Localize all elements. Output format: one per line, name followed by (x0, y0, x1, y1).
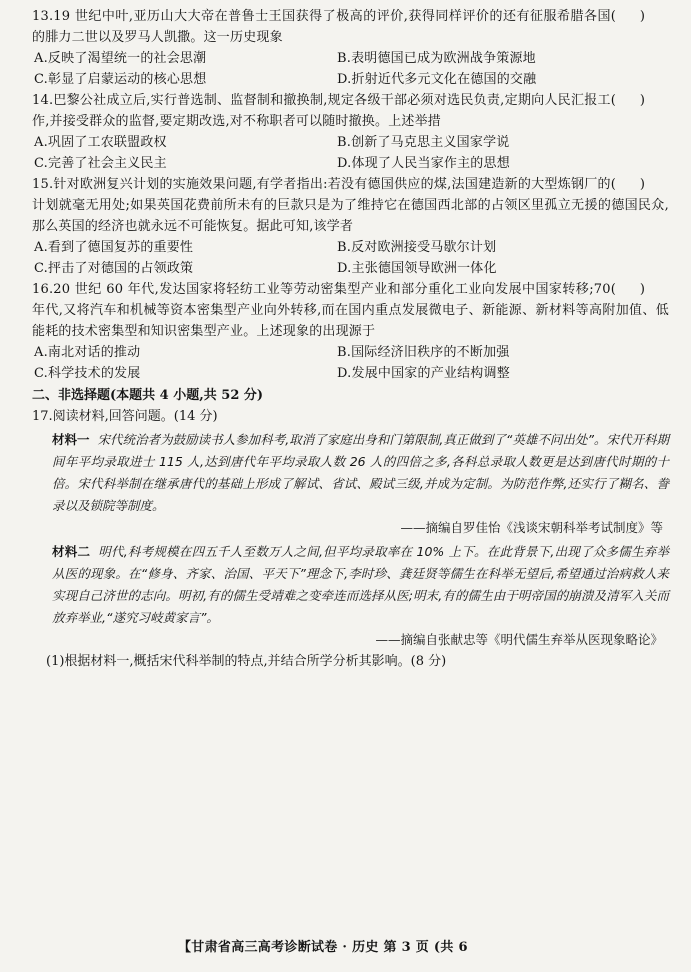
option-b: B.反对欧洲接受马歇尔计划 (337, 240, 497, 255)
material-text: 宋代统治者为鼓励读书人参加科考,取消了家庭出身和门第限制,真正做到了“英雄不问出处”。宋代开科期间年平均录取进士 115 人,达到唐代年平均录取人数 26 人的四倍之多,各科总录取人数更是达到唐代时期的十倍。宋代科举制在继承唐代的基础上形成了解试、省试、殿试三级,并成为定制。为防范作弊,还实行了糊名、誊录以及锁院等制度。 (52, 432, 669, 513)
option-a: A.看到了德国复苏的重要性 (34, 240, 194, 255)
answer-blank: ( ) (610, 177, 655, 192)
answer-blank: ( ) (610, 282, 655, 297)
option-a: A.反映了渴望统一的社会思潮 (34, 51, 207, 66)
option-c: C.彰显了启蒙运动的核心思想 (34, 72, 207, 87)
question-13 (32, 6, 669, 90)
material-1 (32, 429, 669, 517)
option-c: C.完善了社会主义民主 (34, 156, 167, 171)
section-title: 二、非选择题(本题共 4 小题,共 52 分) (32, 388, 264, 403)
option-c: C.科学技术的发展 (34, 366, 141, 381)
question-15 (32, 174, 669, 279)
option-b: B.国际经济旧秩序的不断加强 (337, 345, 510, 360)
question-stem: 16.20 世纪 60 年代,发达国家将轻纺工业等劳动密集型产业和部分重化工业向发展中国家转移;70 年代,又将汽车和机械等资本密集型产业向外转移,而在国内重点发展微电子、新能源、新材料等高附加值、低能耗的技术密集型和知识密集型产业。上述现象的出现源于 (32, 282, 669, 339)
sub-question-1: (1)根据材料一,概括宋代科举制的特点,并结合所学分析其影响。(8 分) (46, 654, 447, 669)
question-stem: 13.19 世纪中叶,亚历山大大帝在普鲁士王国获得了极高的评价,获得同样评价的还有征服希腊各国的腓力二世以及罗马人凯撒。这一历史现象 (32, 9, 611, 45)
question-16 (32, 279, 669, 384)
option-b: B.创新了马克思主义国家学说 (337, 135, 510, 150)
question-14 (32, 90, 669, 174)
option-c: C.抨击了对德国的占领政策 (34, 261, 194, 276)
options (32, 48, 669, 90)
option-d: D.主张德国领导欧洲一体化 (337, 261, 497, 276)
material-label: 材料一 (52, 432, 90, 447)
question-stem: 14.巴黎公社成立后,实行普选制、监督制和撤换制,规定各级干部必须对选民负责,定期向人民汇报工作,并接受群众的监督,要定期改选,对不称职者可以随时撤换。上述举措 (32, 93, 611, 129)
option-a: A.巩固了工农联盟政权 (34, 135, 167, 150)
option-b: B.表明德国已成为欧洲战争策源地 (337, 51, 536, 66)
material-text: 明代,科考规模在四五千人至数万人之间,但平均录取率在 10% 上下。在此背景下,出现了众多儒生弃举从医的现象。在“修身、齐家、治国、平天下”理念下,李时珍、龚廷贤等儒生在科举无望后,希望通过治病救人来实现自己济世的志向。明初,有的儒生受靖难之变牵连而选择从医;明末,有的儒生由于明帝国的崩溃及清军入关而放弃举业,“遂究习岐黄家言”。 (52, 544, 669, 625)
answer-blank: ( ) (610, 93, 655, 108)
page-footer: 【甘肃省高三高考诊断试卷 · 历史 第 3 页 (共 6 (178, 940, 468, 955)
option-d: D.折射近代多元文化在德国的交融 (337, 72, 537, 87)
option-d: D.发展中国家的产业结构调整 (337, 366, 510, 381)
options (32, 132, 669, 174)
material-source: ——摘编自罗佳怡《浅谈宋朝科举考试制度》等 (400, 520, 663, 535)
material-2 (32, 541, 669, 629)
question-17-title: 17.阅读材料,回答问题。(14 分) (32, 409, 218, 424)
answer-blank: ( ) (610, 9, 655, 24)
option-a: A.南北对话的推动 (34, 345, 141, 360)
option-d: D.体现了人民当家作主的思想 (337, 156, 510, 171)
material-source: ——摘编自张献忠等《明代儒生弃举从医现象略论》 (375, 632, 663, 647)
question-stem: 15.针对欧洲复兴计划的实施效果问题,有学者指出:若没有德国供应的煤,法国建造新的大型炼钢厂的计划就毫无用处;如果英国花费前所未有的巨款只是为了维持它在德国西北部的占领区里孤立无援的德国民众,那么英国的经济也就永远不可能恢复。据此可知,该学者 (32, 177, 669, 234)
material-label: 材料二 (52, 544, 91, 559)
options (32, 237, 669, 279)
options (32, 342, 669, 384)
